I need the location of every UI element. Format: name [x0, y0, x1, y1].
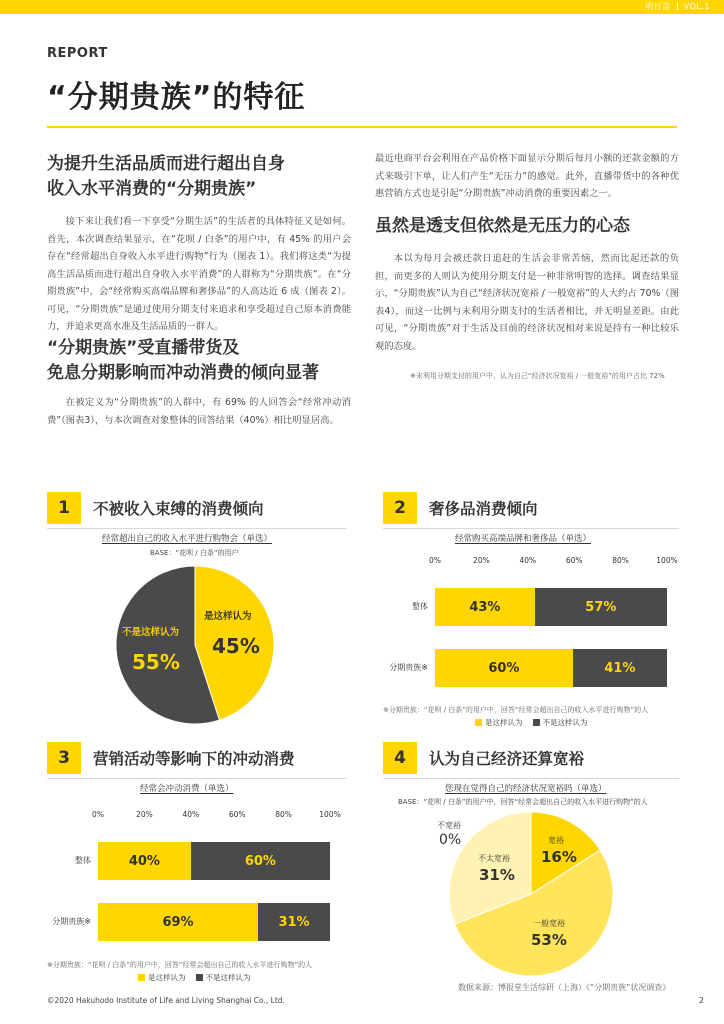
chart2-legend: [475, 717, 588, 728]
chart2-divider: [383, 528, 679, 529]
axis-tick-label: 80%: [275, 810, 292, 819]
chart2-subtitle: 经常购买高端品牌和奢侈品（单选）: [455, 534, 592, 544]
chart4-header: [383, 742, 584, 774]
legend-swatch-no: [533, 719, 540, 726]
bar-category-label: 整体: [75, 856, 91, 865]
legend-swatch-yes: [138, 974, 145, 981]
bar-segment-no: 31%: [258, 903, 330, 941]
legend-label-no: 不是这样认为: [542, 718, 588, 727]
report-label: REPORT: [47, 46, 108, 61]
section-heading-1: [47, 152, 285, 202]
axis-tick-label: 80%: [612, 556, 629, 565]
bar-segment-yes: 43%: [435, 588, 535, 626]
chart2-footnote: ※分期贵族：“花呗 / 白条”的用户中，回答“经常会超出自己的收入水平进行购物”的人: [383, 706, 649, 714]
legend-swatch-yes: [475, 719, 482, 726]
chart2-ticks: [0, 556, 724, 568]
axis-tick-label: 60%: [228, 810, 246, 819]
volume-label: VOL.1: [683, 2, 710, 11]
chart4-title: 认为自己经济还算宽裕: [429, 750, 585, 768]
chart2-title: 奢侈品消费倾向: [429, 500, 538, 518]
top-bar: [0, 0, 724, 14]
pie1-value-yes: 45%: [212, 634, 260, 658]
magazine-brand: [645, 1, 710, 12]
axis-tick-label: 0%: [429, 556, 441, 565]
chart3-ticks: [0, 810, 724, 822]
bar-segment-yes: 60%: [435, 649, 573, 687]
axis-tick-label: 100%: [656, 556, 678, 565]
bar-segment-yes: 40%: [98, 842, 191, 880]
chart3-subtitle: 经常会冲动消费（单选）: [140, 784, 234, 794]
chart1-divider: [47, 528, 347, 529]
section-heading-2: [47, 336, 319, 386]
pie4-value-kuanyu: 16%: [541, 848, 577, 866]
bar-segment-yes: 69%: [98, 903, 258, 941]
axis-tick-label: 20%: [136, 810, 153, 819]
legend-item-no: [533, 717, 588, 728]
axis-tick-label: 20%: [473, 556, 490, 565]
pie4-label-kuanyu: 宽裕: [548, 836, 564, 845]
brand-separator: [677, 2, 678, 10]
section-heading-3: 虽然是透支但依然是无压力的心态: [375, 216, 630, 236]
heading-line: “分期贵族”受直播带货及: [47, 338, 240, 358]
legend-label-yes: 是这样认为: [148, 973, 186, 982]
bar-segment-no: 57%: [535, 588, 667, 626]
legend-item-no: [196, 972, 251, 983]
axis-tick-label: 60%: [565, 556, 583, 565]
chart4-pie: [448, 811, 614, 977]
copyright: ©2020 Hakuhodo Institute of Life and Living Shanghai Co., Ltd.: [47, 996, 285, 1005]
brand-name: 明日話: [645, 2, 671, 11]
bar-segment-no: 60%: [191, 842, 330, 880]
chart2-header: [383, 492, 538, 524]
body-paragraph-0: 最近电商平台会利用在产品价格下面显示分期后每月小额的还款金额的方式来吸引下单，让人们产生“无压力”的感觉。此外，直播带货中的各种优惠营销方式也是引起“分期贵族”冲动消费的重要因素之一。: [375, 153, 679, 199]
body-paragraph-2: 在被定义为“分期贵族”的人群中，有 69% 的人回答会“经常冲动消费”（图表3），与本次调查对象整体的回答结果（40%）相比明显居高。: [47, 397, 351, 426]
heading-line: 为提升生活品质而进行超出自身: [47, 154, 285, 174]
heading-line: 收入水平消费的“分期贵族”: [47, 179, 257, 199]
chart4-number: 4: [383, 742, 417, 774]
pie4-label-butai: 不太宽裕: [478, 854, 510, 863]
chart3-number: 3: [47, 742, 81, 774]
page-title: “分期贵族”的特征: [47, 80, 306, 115]
chart3-title: 营销活动等影响下的冲动消费: [93, 750, 295, 768]
pie1-label-yes: 是这样认为: [204, 611, 252, 622]
bar-category-label: 整体: [412, 602, 428, 611]
chart4-divider: [383, 778, 679, 779]
pie4-label-yiban: 一般宽裕: [533, 919, 565, 928]
chart1-title: 不被收入束缚的消费倾向: [93, 500, 264, 518]
data-source: 数据来源：博报堂生活综研（上海）《“分期贵族”状况调查》: [458, 983, 671, 992]
pie4-value-bukuanyu: 0%: [439, 832, 462, 848]
body-paragraph-3: 本以为每月会被还款日追赶的生活会非常苦恼，然而比起还款的负担，而更多的人则认为使用分期支付是一种非常明智的选择。调查结果显示，“分期贵族”认为自己“经济状况宽裕 / 一般宽裕”的人大约占 70%（图表4），而这一比例与未利用分期支付的生活者相比，并无明显差距。由此可见，“分期贵族”对于生活及目前的经济状况相对来说是持有一种比较乐观的态度。: [375, 253, 679, 352]
chart1-header: [47, 492, 264, 524]
bar-category-label: 分期贵族※: [389, 663, 428, 672]
legend-item-yes: [475, 717, 523, 728]
bar-category-label: 分期贵族※: [52, 917, 91, 926]
heading-line: 免息分期影响而冲动消费的倾向显著: [47, 363, 319, 383]
pie4-value-yiban: 53%: [531, 931, 567, 949]
bar-segment-no: 41%: [573, 649, 667, 687]
legend-label-yes: 是这样认为: [485, 718, 523, 727]
chart3-divider: [47, 778, 347, 779]
axis-tick-label: 0%: [92, 810, 104, 819]
axis-tick-label: 40%: [519, 556, 537, 565]
legend-label-no: 不是这样认为: [205, 973, 251, 982]
page-number: 2: [698, 996, 704, 1005]
legend-swatch-no: [196, 974, 203, 981]
chart1-subtitle: 经常超出自己的收入水平进行购物会（单选）: [102, 534, 273, 544]
axis-tick-label: 40%: [182, 810, 200, 819]
chart4-base: BASE：“花呗 / 白条”的用户中，回答“经常会超出自己的收入水平进行购物”的人: [398, 798, 648, 806]
note-text: ※未利用分期支付的用户中，认为自己“经济状况宽裕 / 一般宽裕”的用户占比 72%: [410, 372, 665, 380]
chart3-footnote: ※分期贵族：“花呗 / 白条”的用户中，回答“经常会超出自己的收入水平进行购物”的人: [47, 961, 313, 969]
chart3-header: [47, 742, 295, 774]
chart2-number: 2: [383, 492, 417, 524]
pie4-label-bukuanyu: 不宽裕: [437, 821, 461, 830]
chart3-legend: [138, 972, 251, 983]
chart1-base: BASE：“花呗 / 白条”的用户: [150, 549, 239, 557]
body-paragraph-1: 接下来让我们看一下享受“分期生活”的生活者的具体特征又是如何。首先，本次调查结果显示，在“花呗 / 白条”的用户中，有 45% 的用户会存在“经常超出自身收入水平进行购物”行为（图表 1）。我们将这类“为提高生活品质而进行超出自身收入水平消费”的人群称为“分期贵族”。在“分期贵族”中，会“经常购买高端品牌和奢侈品”的人高达近 6 成（图表 2）。可见，“分期贵族”是通过使用分期支付来追求和享受超过自己原本消费能力，并追求更高水准及生活品质的一群人。: [47, 216, 351, 332]
pie1-value-no: 55%: [132, 650, 180, 674]
axis-tick-label: 100%: [319, 810, 341, 819]
legend-item-yes: [138, 972, 186, 983]
pie4-value-butai: 31%: [479, 866, 515, 884]
chart1-number: 1: [47, 492, 81, 524]
pie1-label-no: 不是这样认为: [122, 627, 180, 638]
chart4-subtitle: 您现在觉得自己的经济状况宽裕吗（单选）: [445, 784, 607, 794]
title-rule: [47, 126, 677, 128]
